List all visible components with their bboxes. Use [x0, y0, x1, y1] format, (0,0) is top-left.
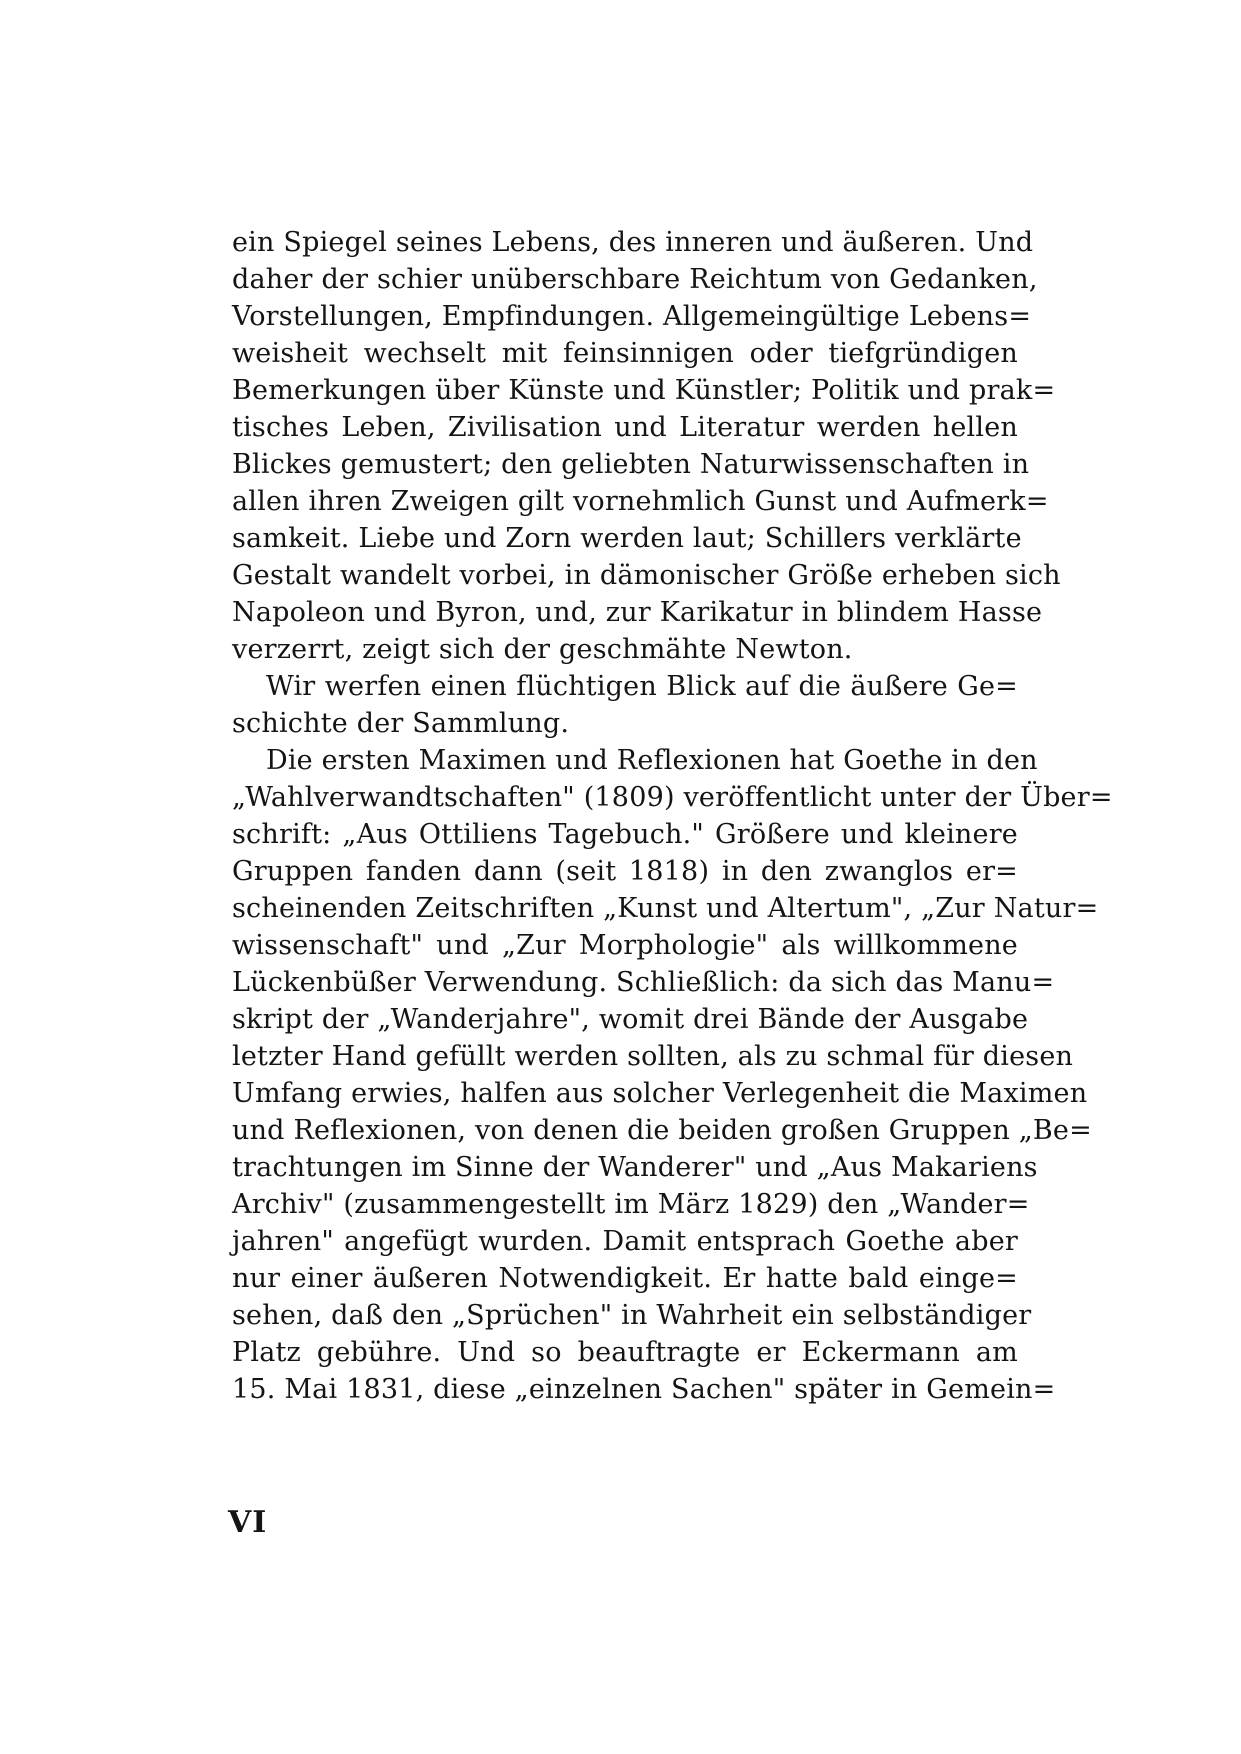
text-line: nur einer äußeren Notwendigkeit. Er hatte bald einge= — [232, 1263, 1018, 1294]
text-line: jahren" angefügt wurden. Damit entsprach Goethe aber — [232, 1226, 1018, 1257]
page-number: VI — [228, 1505, 268, 1540]
text-line: ein Spiegel seines Lebens, des inneren und äußeren. Und — [232, 227, 1034, 258]
text-line: wissenschaft" und „Zur Morphologie" als willkommene — [232, 930, 1018, 961]
text-line: Blickes gemustert; den geliebten Naturwissenschaften in — [232, 449, 1030, 480]
paragraph-start-line: Wir werfen einen flüchtigen Blick auf die äußere Ge= — [266, 671, 1018, 702]
text-line: Vorstellungen, Empfindungen. Allgemeingültige Lebens= — [232, 301, 1032, 332]
text-line: tisches Leben, Zivilisation und Literatur werden hellen — [232, 412, 1018, 443]
text-line: schrift: „Aus Ottiliens Tagebuch." Größere und kleinere — [232, 819, 1018, 850]
text-line: Archiv" (zusammengestellt im März 1829) den „Wander= — [232, 1189, 1030, 1220]
text-line: letzter Hand gefüllt werden sollten, als zu schmal für diesen — [232, 1041, 1074, 1072]
text-line: allen ihren Zweigen gilt vornehmlich Gunst und Aufmerk= — [232, 486, 1049, 517]
paragraph-start-line: Die ersten Maximen und Reflexionen hat Goethe in den — [266, 745, 1038, 776]
text-line: samkeit. Liebe und Zorn werden laut; Schillers verklärte — [232, 523, 1022, 554]
text-line: Napoleon und Byron, und, zur Karikatur in blindem Hasse — [232, 597, 1043, 628]
text-line: sehen, daß den „Sprüchen" in Wahrheit ein selbständiger — [232, 1300, 1032, 1331]
text-line: Platz gebühre. Und so beauftragte er Eckermann am — [232, 1337, 1018, 1368]
text-line: und Reflexionen, von denen die beiden großen Gruppen „Be= — [232, 1115, 1092, 1146]
text-line: verzerrt, zeigt sich der geschmähte Newton. — [232, 634, 853, 665]
text-line: schichte der Sammlung. — [232, 708, 570, 739]
text-line: „Wahlverwandtschaften" (1809) veröffentlicht unter der Über= — [232, 782, 1113, 813]
text-line: trachtungen im Sinne der Wanderer" und „Aus Makariens — [232, 1152, 1038, 1183]
text-line: Umfang erwies, halfen aus solcher Verlegenheit die Maximen — [232, 1078, 1088, 1109]
text-line: Bemerkungen über Künste und Künstler; Politik und prak= — [232, 375, 1056, 406]
text-line: weisheit wechselt mit feinsinnigen oder tiefgründigen — [232, 338, 1018, 369]
text-line: skript der „Wanderjahre", womit drei Bände der Ausgabe — [232, 1004, 1029, 1035]
text-line: daher der schier unüberschbare Reichtum von Gedanken, — [232, 264, 1038, 295]
text-line: Gruppen fanden dann (seit 1818) in den zwanglos er= — [232, 856, 1018, 887]
text-line: Gestalt wandelt vorbei, in dämonischer Größe erheben sich — [232, 560, 1061, 591]
text-line: 15. Mai 1831, diese „einzelnen Sachen" später in Gemein= — [232, 1374, 1056, 1405]
text-line: Lückenbüßer Verwendung. Schließlich: da sich das Manu= — [232, 967, 1055, 998]
text-line: scheinenden Zeitschriften „Kunst und Altertum", „Zur Natur= — [232, 893, 1099, 924]
body-text — [232, 224, 1113, 1408]
